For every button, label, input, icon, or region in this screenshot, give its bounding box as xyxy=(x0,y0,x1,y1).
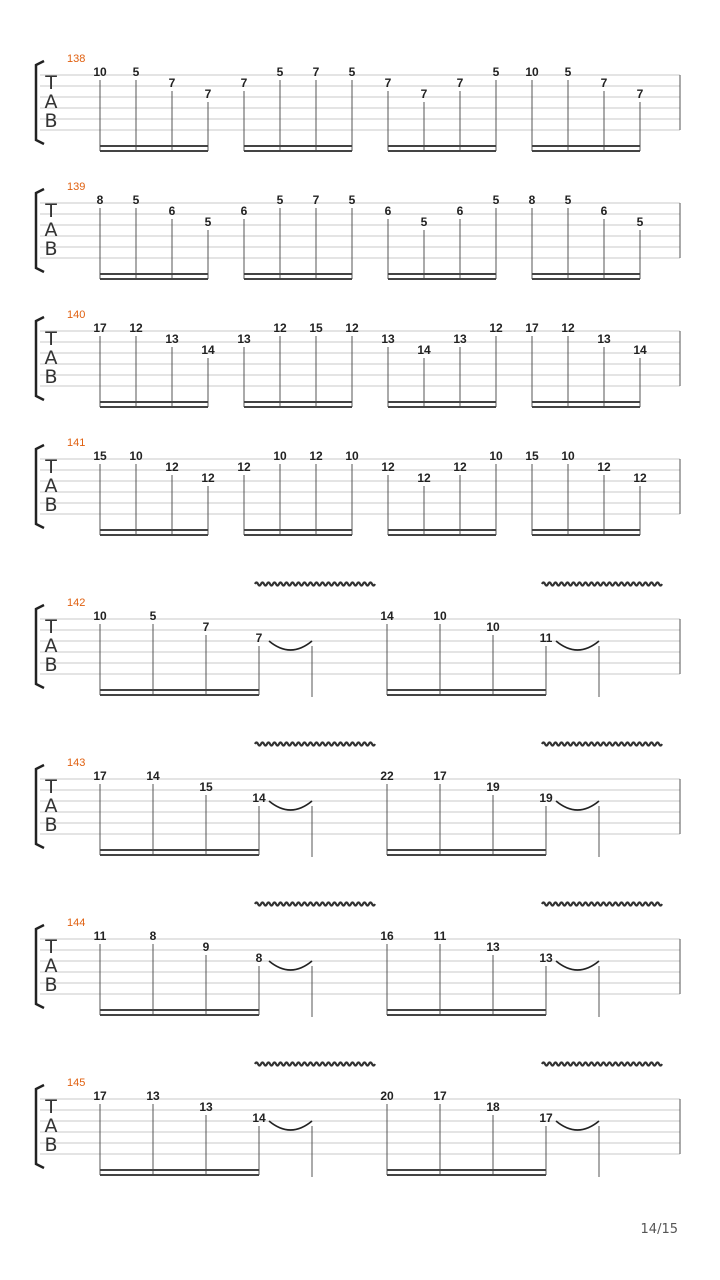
beam xyxy=(100,273,208,275)
fret-number: 5 xyxy=(276,193,284,207)
vibrato-wavy-line xyxy=(542,903,662,906)
fret-number: 15 xyxy=(309,321,323,335)
beam xyxy=(387,694,546,696)
measure-number: 142 xyxy=(67,597,86,609)
tab-clef-letter: A xyxy=(44,91,58,113)
fret-number: 5 xyxy=(492,193,500,207)
measure-number: 145 xyxy=(67,1077,86,1089)
fret-number: 7 xyxy=(312,65,320,79)
fret-number: 7 xyxy=(420,87,428,101)
tab-clef-letter: B xyxy=(44,814,58,836)
fret-number: 13 xyxy=(165,332,179,346)
beam xyxy=(532,273,640,275)
vibrato-wavy-line xyxy=(255,903,375,906)
tab-clef-letter: T xyxy=(45,456,57,478)
beam xyxy=(244,529,352,531)
vibrato-wavy-line xyxy=(542,1063,662,1066)
fret-number: 5 xyxy=(204,215,212,229)
tie-arc xyxy=(556,1121,599,1130)
fret-number: 14 xyxy=(417,343,431,357)
system-bracket xyxy=(36,1085,44,1168)
fret-number: 7 xyxy=(636,87,644,101)
tie-arc xyxy=(556,961,599,970)
measure-number: 139 xyxy=(67,181,86,193)
fret-number: 7 xyxy=(312,193,320,207)
fret-number: 12 xyxy=(345,321,359,335)
fret-number: 6 xyxy=(600,204,608,218)
fret-number: 17 xyxy=(433,1089,447,1103)
tab-system xyxy=(36,309,680,408)
tab-clef-letter: B xyxy=(44,110,58,132)
tab-clef-letter: T xyxy=(45,616,57,638)
tie-arc xyxy=(556,801,599,810)
beam xyxy=(532,529,640,531)
tab-clef-letter: T xyxy=(45,936,57,958)
fret-number: 10 xyxy=(93,65,107,79)
fret-number: 17 xyxy=(93,321,107,335)
fret-number: 14 xyxy=(201,343,215,357)
fret-number: 8 xyxy=(528,193,536,207)
fret-number: 10 xyxy=(486,620,500,634)
beam xyxy=(100,1014,259,1016)
fret-number: 14 xyxy=(252,791,266,805)
fret-number: 10 xyxy=(489,449,503,463)
measure-number: 138 xyxy=(67,53,86,65)
fret-number: 5 xyxy=(492,65,500,79)
fret-number: 7 xyxy=(202,620,210,634)
tab-clef-letter: A xyxy=(44,1115,58,1137)
beam xyxy=(100,534,208,536)
fret-number: 14 xyxy=(146,769,160,783)
beam xyxy=(388,278,496,280)
tab-clef-letter: A xyxy=(44,219,58,241)
beam xyxy=(100,854,259,856)
beam xyxy=(100,145,208,147)
fret-number: 12 xyxy=(201,471,215,485)
fret-number: 18 xyxy=(486,1100,500,1114)
fret-number: 13 xyxy=(237,332,251,346)
fret-number: 10 xyxy=(129,449,143,463)
fret-number: 7 xyxy=(168,76,176,90)
fret-number: 5 xyxy=(348,65,356,79)
fret-number: 8 xyxy=(255,951,263,965)
system-bracket xyxy=(36,765,44,848)
system-bracket xyxy=(36,605,44,688)
beam xyxy=(388,273,496,275)
fret-number: 17 xyxy=(93,769,107,783)
tab-clef-letter: A xyxy=(44,475,58,497)
fret-number: 7 xyxy=(255,631,263,645)
fret-number: 7 xyxy=(384,76,392,90)
tab-clef-letter: T xyxy=(45,776,57,798)
beam xyxy=(532,534,640,536)
fret-number: 5 xyxy=(564,65,572,79)
tab-system xyxy=(36,53,680,152)
tab-system xyxy=(36,1063,680,1178)
measure-number: 140 xyxy=(67,309,86,321)
beam xyxy=(387,1174,546,1176)
tab-clef-letter: A xyxy=(44,955,58,977)
fret-number: 12 xyxy=(273,321,287,335)
fret-number: 17 xyxy=(93,1089,107,1103)
fret-number: 22 xyxy=(380,769,394,783)
beam xyxy=(100,406,208,408)
fret-number: 14 xyxy=(633,343,647,357)
fret-number: 12 xyxy=(561,321,575,335)
fret-number: 6 xyxy=(168,204,176,218)
beam xyxy=(244,401,352,403)
fret-number: 6 xyxy=(456,204,464,218)
fret-number: 13 xyxy=(146,1089,160,1103)
system-bracket xyxy=(36,189,44,272)
tie-arc xyxy=(269,961,312,970)
beam xyxy=(100,529,208,531)
beam xyxy=(100,689,259,691)
beam xyxy=(532,401,640,403)
beam xyxy=(532,406,640,408)
beam xyxy=(387,1169,546,1171)
beam xyxy=(100,401,208,403)
fret-number: 5 xyxy=(420,215,428,229)
fret-number: 12 xyxy=(237,460,251,474)
beam xyxy=(388,401,496,403)
measure-number: 143 xyxy=(67,757,86,769)
fret-number: 12 xyxy=(381,460,395,474)
beam xyxy=(388,150,496,152)
fret-number: 12 xyxy=(417,471,431,485)
beam xyxy=(100,849,259,851)
fret-number: 6 xyxy=(384,204,392,218)
fret-number: 7 xyxy=(456,76,464,90)
system-bracket xyxy=(36,61,44,144)
fret-number: 12 xyxy=(633,471,647,485)
fret-number: 12 xyxy=(165,460,179,474)
fret-number: 5 xyxy=(636,215,644,229)
beam xyxy=(100,278,208,280)
fret-number: 7 xyxy=(600,76,608,90)
system-bracket xyxy=(36,317,44,400)
tab-clef-letter: T xyxy=(45,328,57,350)
fret-number: 13 xyxy=(381,332,395,346)
fret-number: 12 xyxy=(129,321,143,335)
tie-arc xyxy=(269,1121,312,1130)
beam xyxy=(387,849,546,851)
tab-system xyxy=(36,181,680,280)
fret-number: 11 xyxy=(93,929,107,943)
fret-number: 10 xyxy=(525,65,539,79)
fret-number: 17 xyxy=(433,769,447,783)
beam xyxy=(100,694,259,696)
fret-number: 9 xyxy=(202,940,210,954)
tab-system xyxy=(36,437,680,536)
tab-clef-letter: B xyxy=(44,1134,58,1156)
fret-number: 6 xyxy=(240,204,248,218)
fret-number: 13 xyxy=(597,332,611,346)
measure-number: 144 xyxy=(67,917,86,929)
fret-number: 5 xyxy=(132,65,140,79)
tab-system xyxy=(36,583,680,698)
tab-clef-letter: B xyxy=(44,974,58,996)
beam xyxy=(388,534,496,536)
fret-number: 12 xyxy=(597,460,611,474)
beam xyxy=(244,150,352,152)
fret-number: 5 xyxy=(276,65,284,79)
beam xyxy=(532,278,640,280)
fret-number: 19 xyxy=(539,791,553,805)
beam xyxy=(532,145,640,147)
fret-number: 12 xyxy=(489,321,503,335)
system-bracket xyxy=(36,925,44,1008)
tie-arc xyxy=(269,641,312,650)
fret-number: 15 xyxy=(199,780,213,794)
fret-number: 12 xyxy=(309,449,323,463)
fret-number: 5 xyxy=(149,609,157,623)
fret-number: 10 xyxy=(433,609,447,623)
beam xyxy=(244,406,352,408)
fret-number: 10 xyxy=(273,449,287,463)
beam xyxy=(244,534,352,536)
tab-system xyxy=(36,903,680,1018)
fret-number: 20 xyxy=(380,1089,394,1103)
fret-number: 17 xyxy=(525,321,539,335)
measure-number: 141 xyxy=(67,437,86,449)
tab-clef-letter: A xyxy=(44,635,58,657)
tab-clef-letter: B xyxy=(44,238,58,260)
beam xyxy=(387,854,546,856)
vibrato-wavy-line xyxy=(255,1063,375,1066)
tab-system xyxy=(36,743,680,858)
tie-arc xyxy=(556,641,599,650)
beam xyxy=(532,150,640,152)
fret-number: 14 xyxy=(380,609,394,623)
tab-clef-letter: T xyxy=(45,72,57,94)
tab-clef-letter: B xyxy=(44,654,58,676)
beam xyxy=(388,145,496,147)
fret-number: 13 xyxy=(199,1100,213,1114)
fret-number: 14 xyxy=(252,1111,266,1125)
fret-number: 8 xyxy=(96,193,104,207)
beam xyxy=(244,145,352,147)
system-bracket xyxy=(36,445,44,528)
beam xyxy=(100,1169,259,1171)
tab-clef-letter: B xyxy=(44,494,58,516)
beam xyxy=(388,529,496,531)
fret-number: 17 xyxy=(539,1111,553,1125)
fret-number: 15 xyxy=(525,449,539,463)
fret-number: 19 xyxy=(486,780,500,794)
fret-number: 11 xyxy=(539,631,553,645)
fret-number: 5 xyxy=(564,193,572,207)
fret-number: 13 xyxy=(539,951,553,965)
beam xyxy=(100,150,208,152)
page-number: 14/15 xyxy=(640,1222,678,1237)
vibrato-wavy-line xyxy=(542,583,662,586)
tab-clef-letter: A xyxy=(44,347,58,369)
fret-number: 10 xyxy=(345,449,359,463)
fret-number: 12 xyxy=(453,460,467,474)
tab-clef-letter: A xyxy=(44,795,58,817)
tab-clef-letter: B xyxy=(44,366,58,388)
tab-clef-letter: T xyxy=(45,200,57,222)
fret-number: 10 xyxy=(561,449,575,463)
fret-number: 10 xyxy=(93,609,107,623)
tab-clef-letter: T xyxy=(45,1096,57,1118)
fret-number: 13 xyxy=(453,332,467,346)
beam xyxy=(388,406,496,408)
fret-number: 8 xyxy=(149,929,157,943)
beam xyxy=(387,1014,546,1016)
beam xyxy=(387,689,546,691)
tie-arc xyxy=(269,801,312,810)
beam xyxy=(100,1174,259,1176)
beam xyxy=(244,278,352,280)
fret-number: 13 xyxy=(486,940,500,954)
beam xyxy=(244,273,352,275)
fret-number: 11 xyxy=(433,929,447,943)
fret-number: 7 xyxy=(240,76,248,90)
fret-number: 16 xyxy=(380,929,394,943)
beam xyxy=(100,1009,259,1011)
fret-number: 5 xyxy=(132,193,140,207)
beam xyxy=(387,1009,546,1011)
fret-number: 15 xyxy=(93,449,107,463)
vibrato-wavy-line xyxy=(542,743,662,746)
fret-number: 5 xyxy=(348,193,356,207)
fret-number: 7 xyxy=(204,87,212,101)
vibrato-wavy-line xyxy=(255,743,375,746)
vibrato-wavy-line xyxy=(255,583,375,586)
